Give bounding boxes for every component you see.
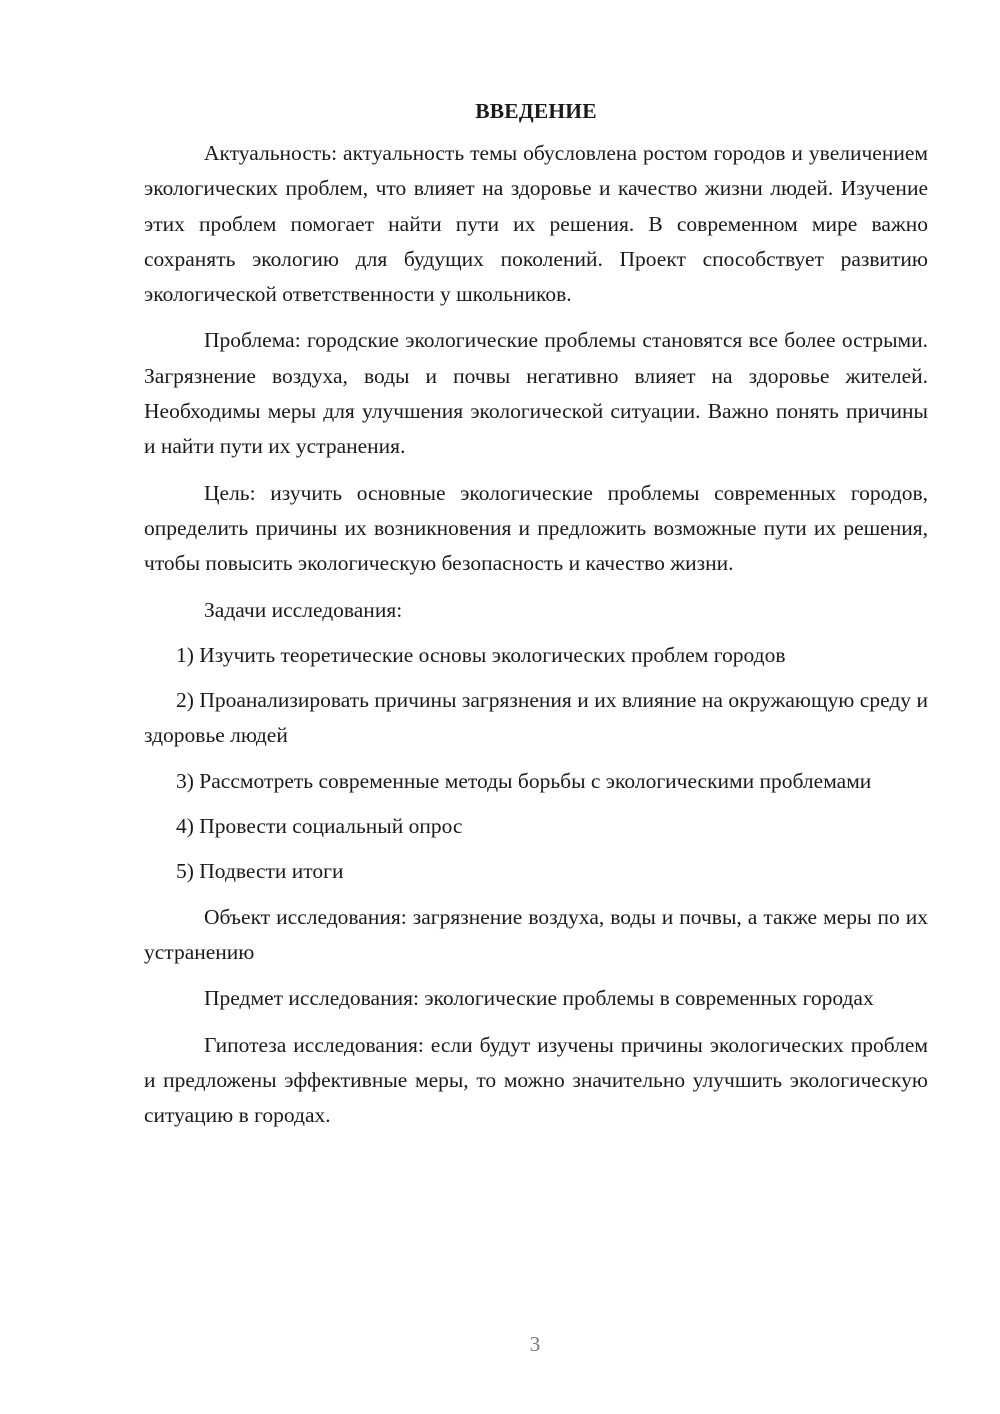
object-paragraph: Объект исследования: загрязнение воздуха, воды и почвы, а также меры по их устранению [144, 904, 928, 964]
task-item-2: 2) Проанализировать причины загрязнения и их влияние на окружающую среду и здоровье людей [144, 688, 928, 748]
task-item-3: 3) Рассмотреть современные методы борьбы с экологическими проблемами [176, 768, 872, 793]
goal-paragraph: Цель: изучить основные экологические проблемы современных городов, определить причины их возникновения и предложить возможные пути их решения, чтобы повысить экологическую безопасность и качество жизни. [144, 480, 928, 576]
subject-paragraph: Предмет исследования: экологические проблемы в современных городах [204, 986, 874, 1011]
hypothesis-paragraph: Гипотеза исследования: если будут изучены причины экологических проблем и предложены эффективные меры, то можно значительно улучшить экологическую ситуацию в городах. [144, 1032, 928, 1128]
page-content [144, 96, 928, 1144]
task-item-4: 4) Провести социальный опрос [176, 814, 463, 839]
problem-paragraph: Проблема: городские экологические проблемы становятся все более острыми. Загрязнение воздуха, воды и почвы негативно влияет на здоровье жителей. Необходимы меры для улучшения экологической ситуации. Важно понять причины и найти пути их устранения. [144, 328, 928, 459]
relevance-paragraph: Актуальность: актуальность темы обусловлена ростом городов и увеличением экологических проблем, что влияет на здоровье и качество жизни людей. Изучение этих проблем помогает найти пути их решения. В современном мире важно сохранять экологию для будущих поколений. Проект способствует развитию экологической ответственности у школьников. [144, 141, 928, 307]
tasks-label: Задачи исследования: [204, 597, 403, 622]
page-number: 3 [529, 1332, 541, 1356]
task-item-1: 1) Изучить теоретические основы экологических проблем городов [176, 642, 786, 667]
task-item-5: 5) Подвести итоги [176, 859, 344, 884]
page-title: ВВЕДЕНИЕ [475, 99, 597, 123]
